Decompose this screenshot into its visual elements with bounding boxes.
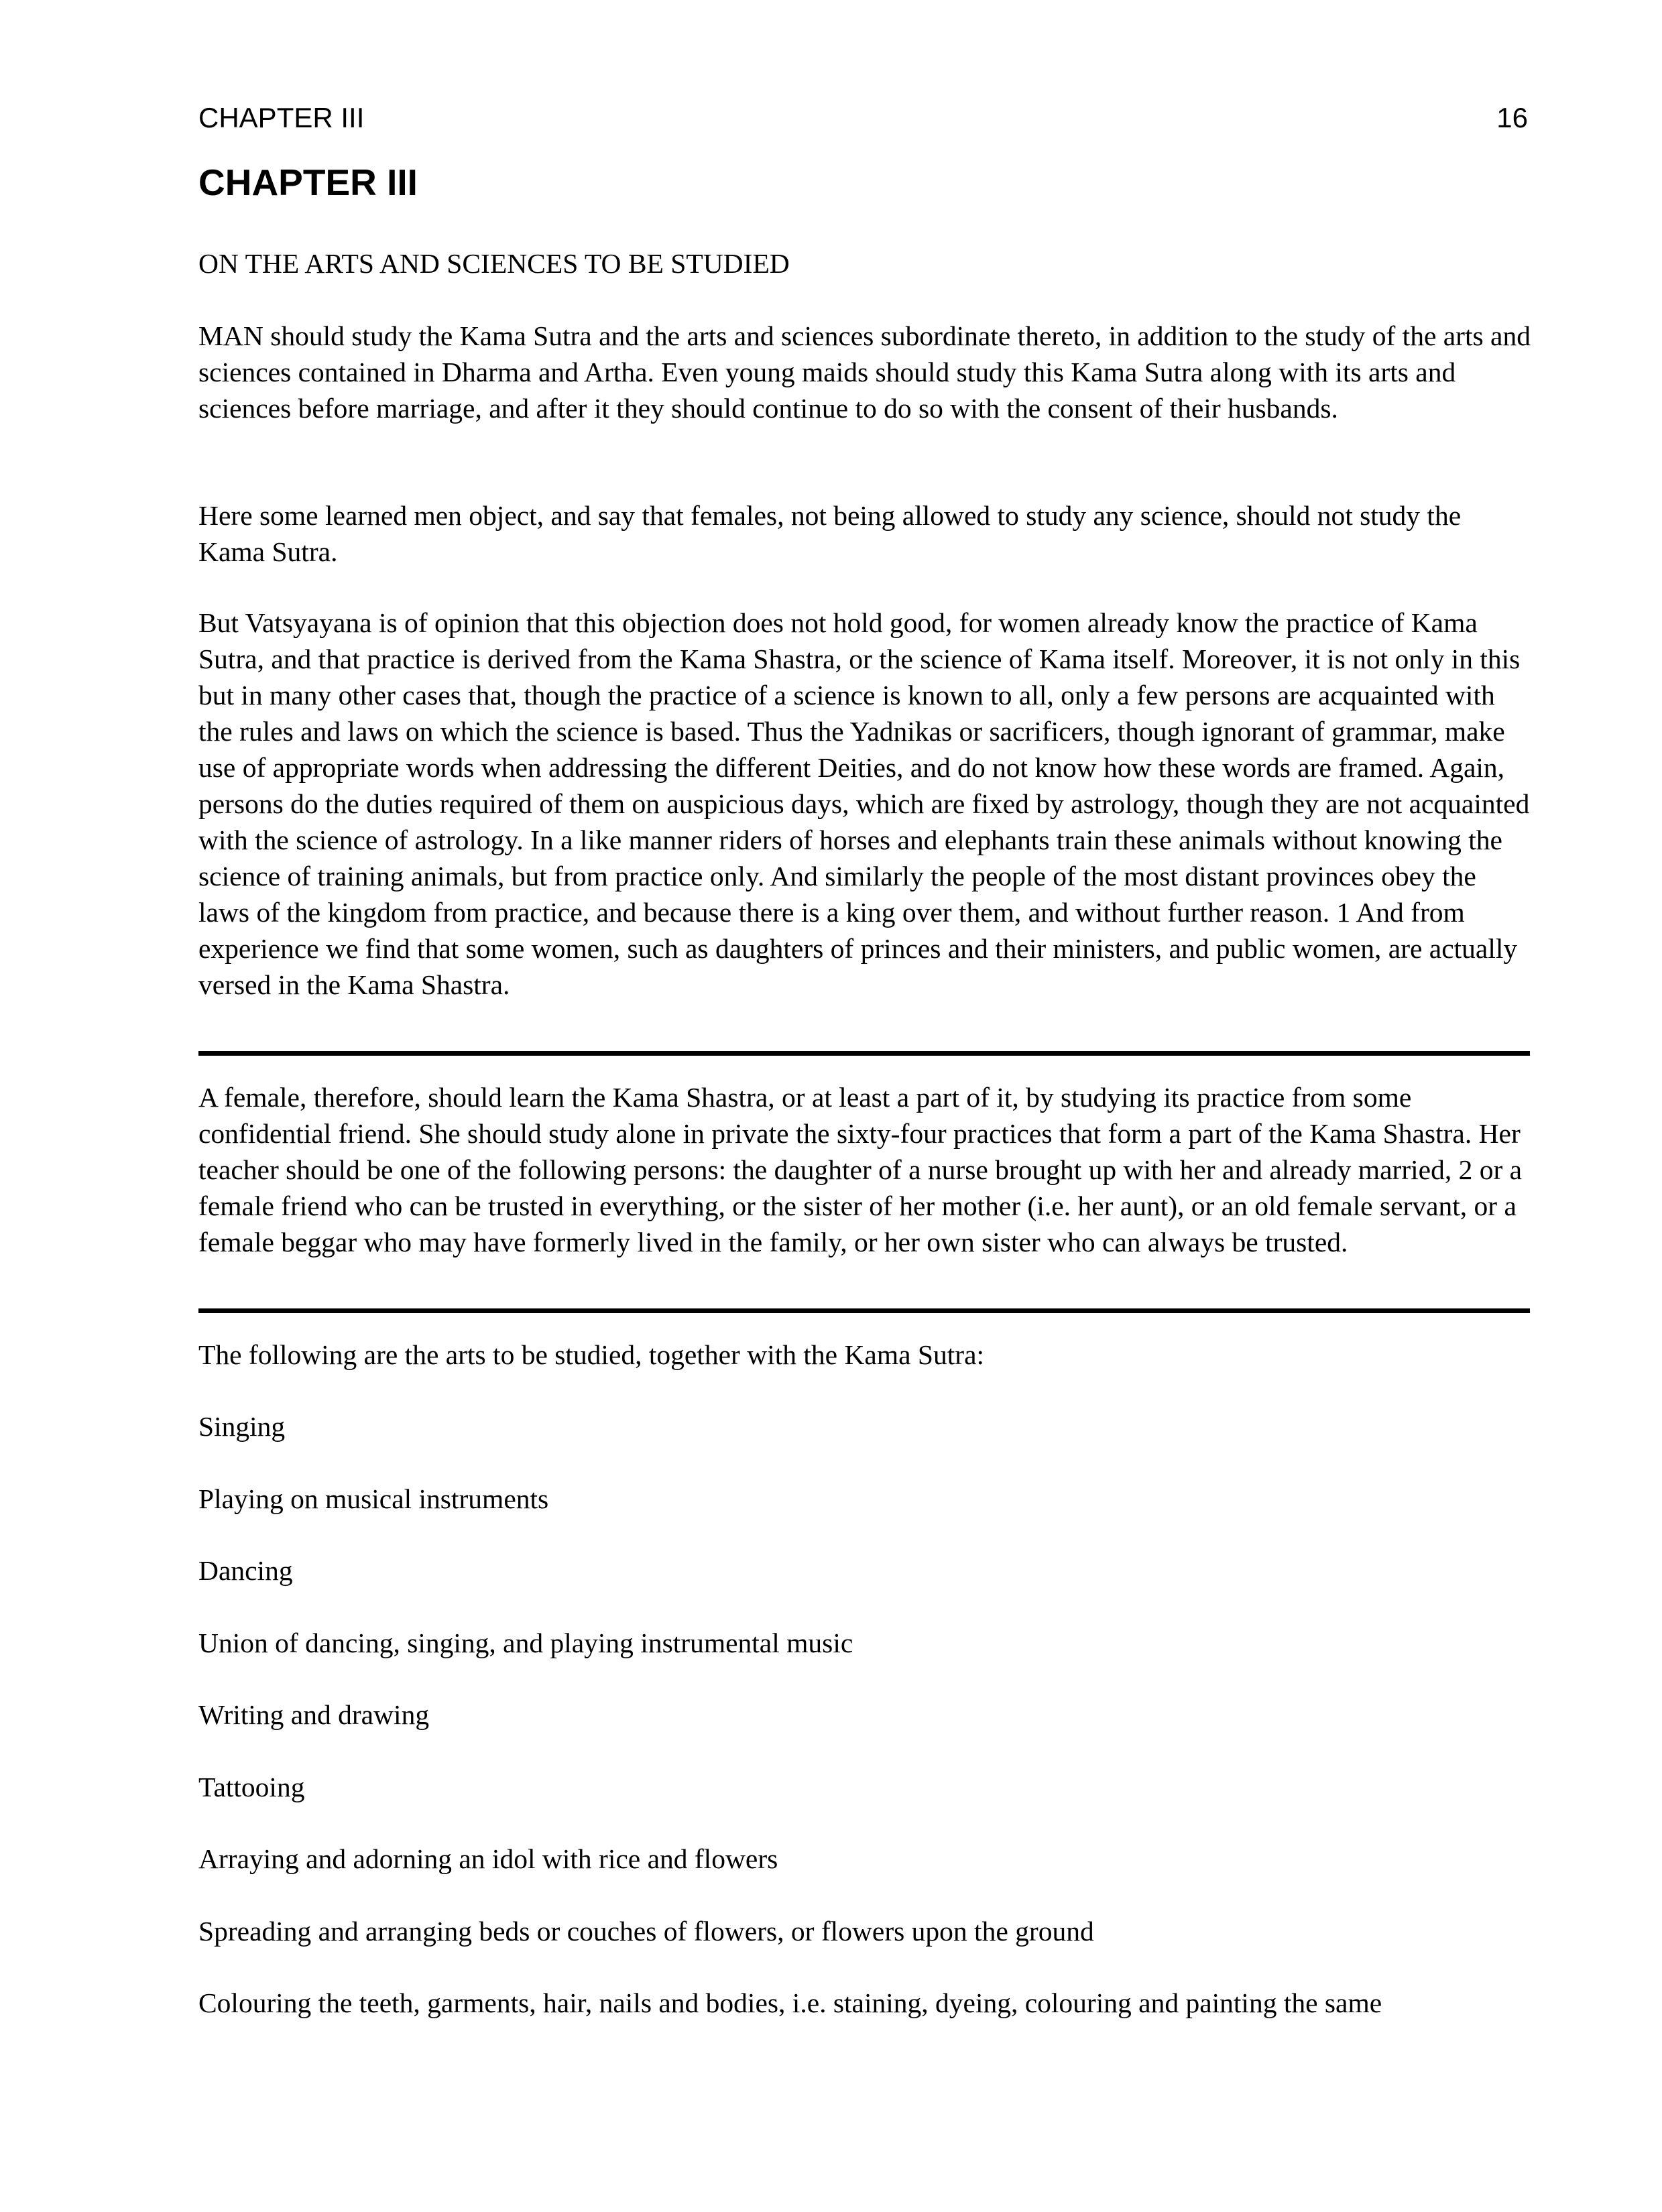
paragraph-1: MAN should study the Kama Sutra and the arts and sciences subordinate thereto, in addition to the study of the arts and sciences contained in Dharma and Artha. Even young maids should study this Kama Sutra along with its arts and sciences before marriage, and after it they should continue to do so with the consent of their husbands.: [198, 320, 1531, 424]
list-item: Playing on musical instruments: [198, 1483, 549, 1514]
running-head: CHAPTER III: [198, 102, 365, 133]
paragraph-3: But Vatsyayana is of opinion that this objection does not hold good, for women already know the practice of Kama Sutra, and that practice is derived from the Kama Shastra, or the science of Kama itself. Moreover, it is not only in this but in many other cases that, though the practice of a science is known to all, only a few persons are acquainted with the rules and laws on which the science is based. Thus the Yadnikas or sacrificers, though ignorant of grammar, make use of appropriate words when addressing the different Deities, and do not know how these words are framed. Again, persons do the duties required of them on auspicious days, which are fixed by astrology, though they are not acquainted with the science of astrology. In a like manner riders of horses and elephants train these animals without knowing the science of training animals, but from practice only. And similarly the people of the most distant provinces obey the laws of the kingdom from practice, and because there is a king over them, and without further reason. 1 And from experience we find that some women, such as daughters of princes and their ministers, and public women, are actually versed in the Kama Shastra.: [198, 607, 1530, 1000]
page-number: 16: [1496, 102, 1528, 133]
chapter-title: CHAPTER III: [198, 162, 418, 203]
list-item: Dancing: [198, 1555, 293, 1586]
paragraph-4: A female, therefore, should learn the Kama Shastra, or at least a part of it, by studying its practice from some confidential friend. She should study alone in private the sixty-four practices that form a part of the Kama Shastra. Her teacher should be one of the following persons: the daughter of a nurse brought up with her and already married, 2 or a female friend who can be trusted in everything, or the sister of her mother (i.e. her aunt), or an old female servant, or a female beggar who may have formerly lived in the family, or her own sister who can always be trusted.: [198, 1082, 1523, 1257]
list-item: Union of dancing, singing, and playing instrumental music: [198, 1627, 853, 1658]
list-item: Spreading and arranging beds or couches of flowers, or flowers upon the ground: [198, 1916, 1094, 1947]
paragraph-2: Here some learned men object, and say that females, not being allowed to study any science, should not study the Kama Sutra.: [198, 500, 1462, 567]
chapter-subtitle: ON THE ARTS AND SCIENCES TO BE STUDIED: [198, 248, 790, 279]
horizontal-rule: [198, 1308, 1530, 1313]
horizontal-rule: [198, 1051, 1530, 1056]
list-item: Tattooing: [198, 1772, 305, 1802]
paragraph-5: The following are the arts to be studied, together with the Kama Sutra:: [198, 1339, 985, 1370]
list-item: Colouring the teeth, garments, hair, nails and bodies, i.e. staining, dyeing, colouring and painting the same: [198, 1987, 1382, 2018]
list-item: Singing: [198, 1411, 286, 1442]
list-item: Arraying and adorning an idol with rice and flowers: [198, 1843, 778, 1874]
list-item: Writing and drawing: [198, 1699, 430, 1730]
